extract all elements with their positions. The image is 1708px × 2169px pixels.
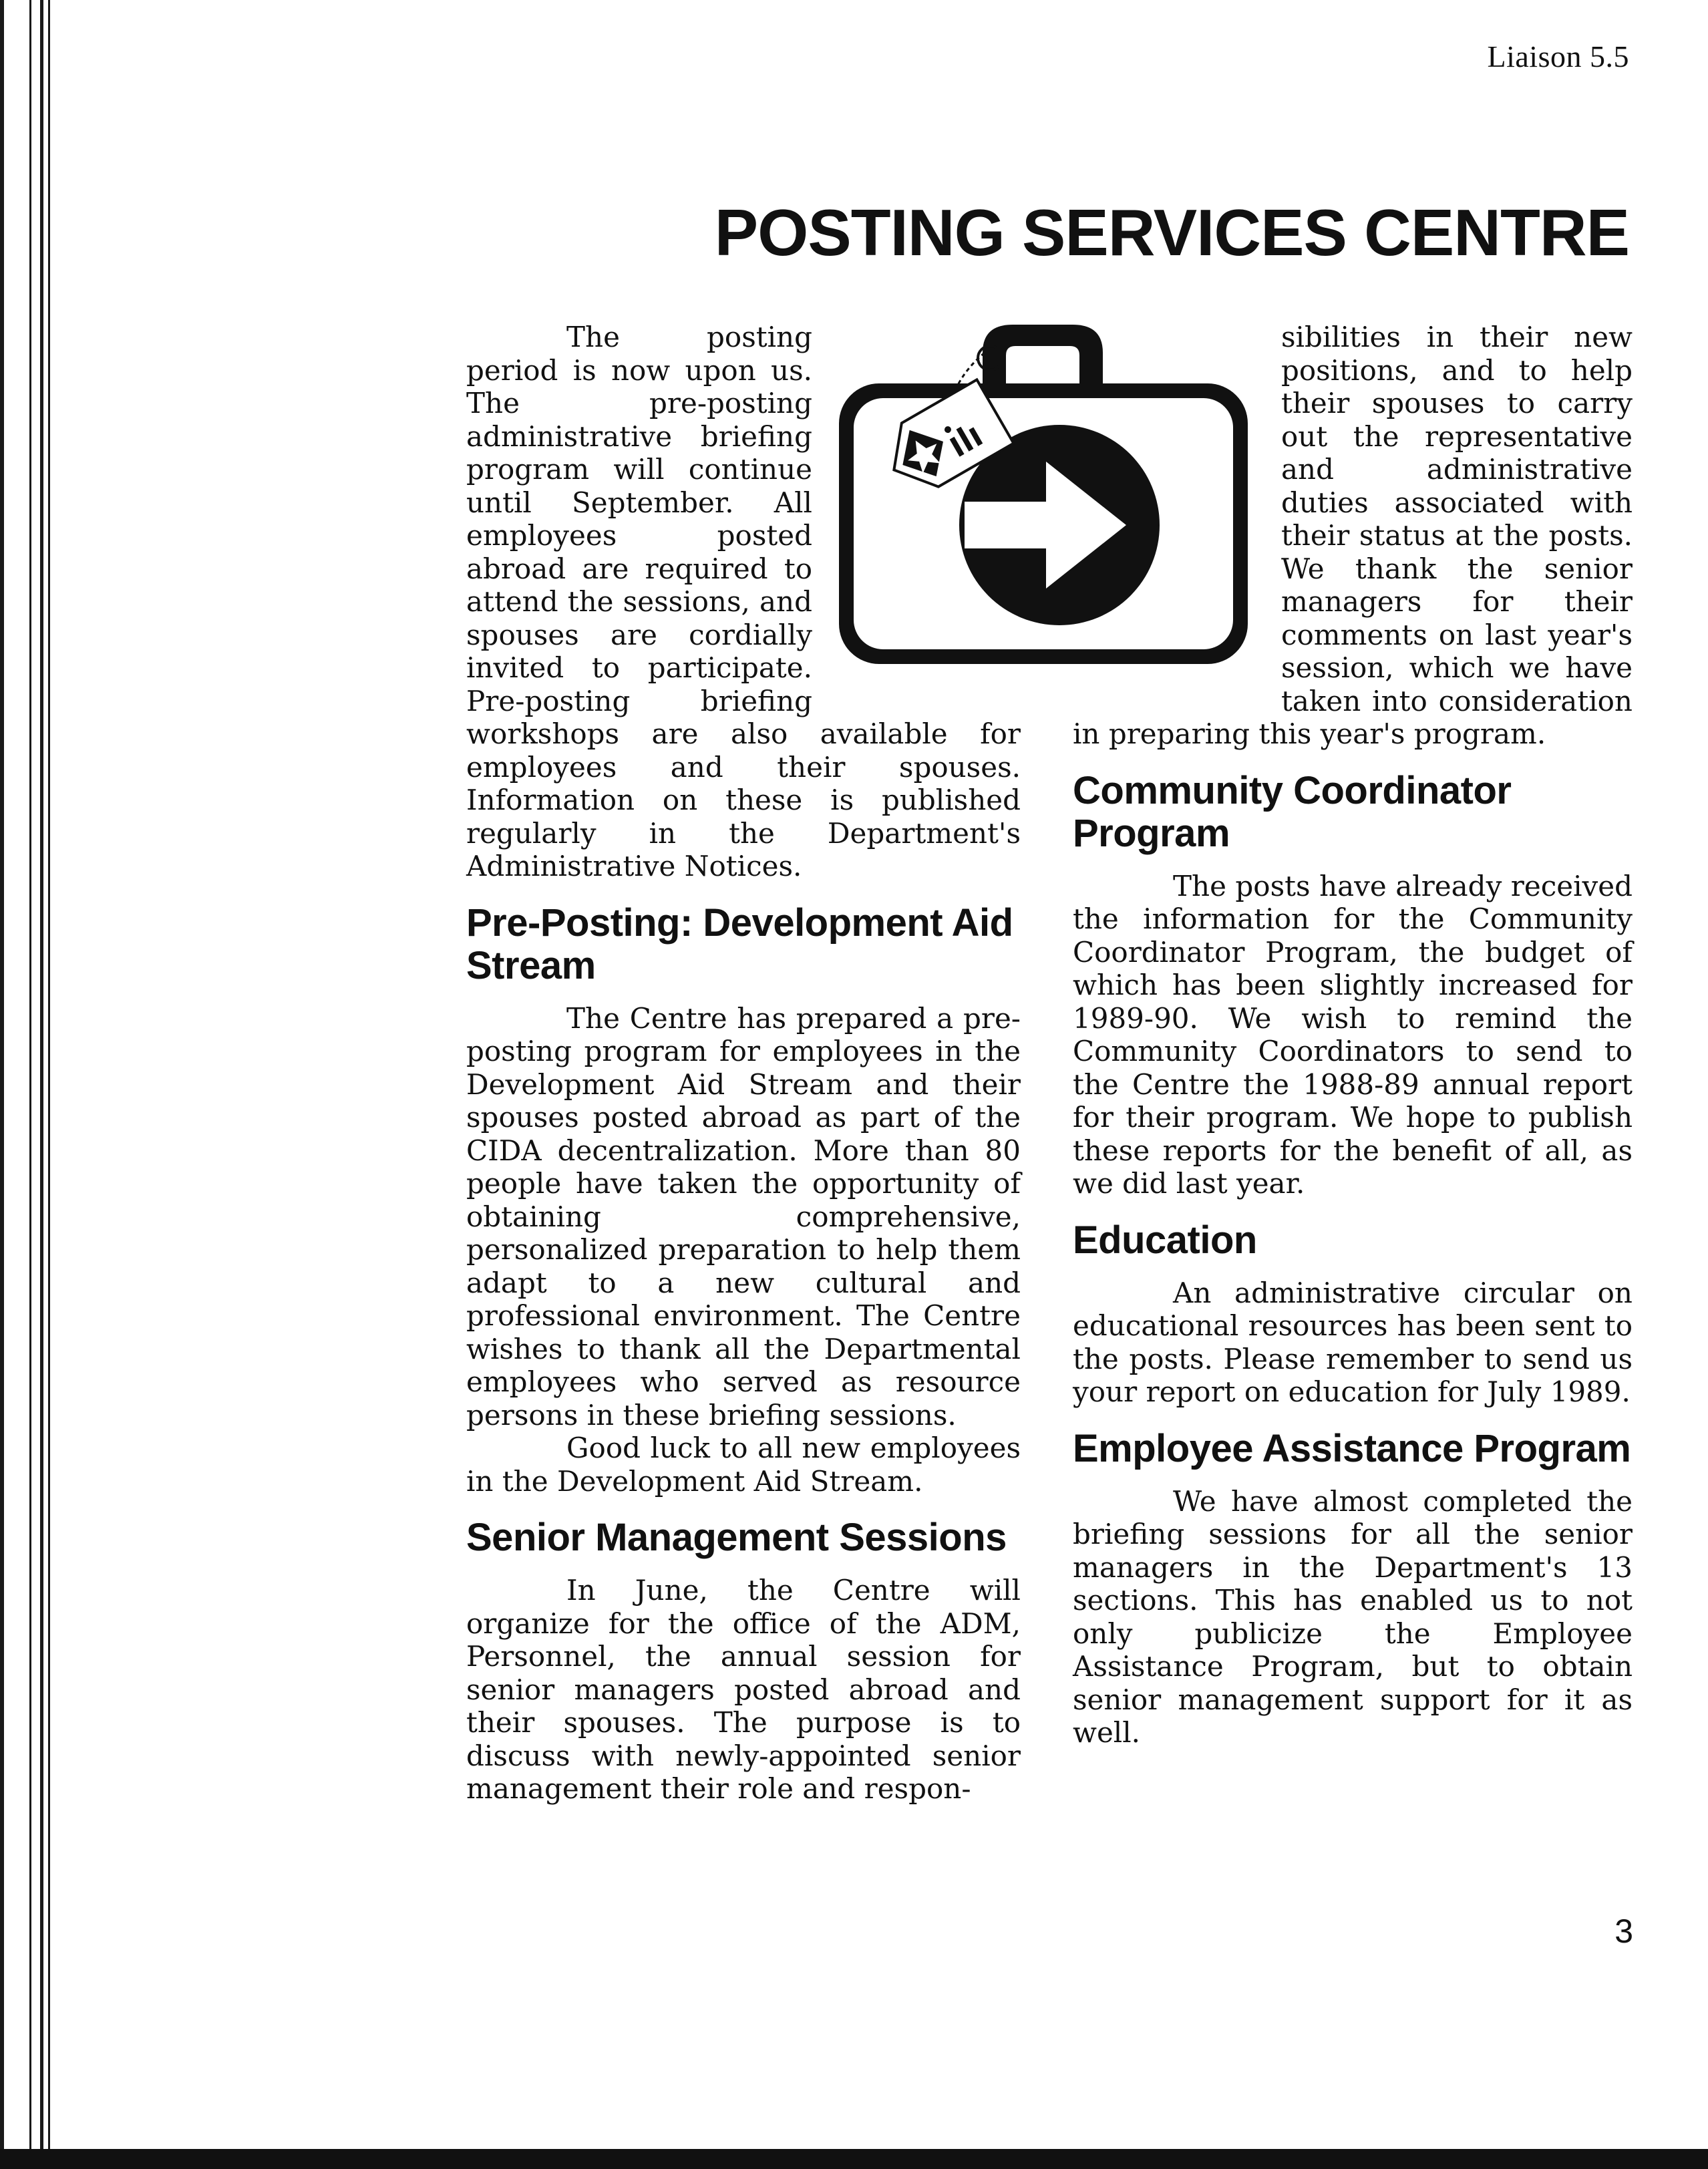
section-paragraph: An administrative circular on educational resources has been sent to the posts. Please remember to send us your report on education for July 1989.	[1073, 1276, 1633, 1408]
right-column	[1073, 321, 1633, 1749]
section-heading-community-coordinator: Community Coordinator Program	[1073, 768, 1512, 855]
section-paragraph: In June, the Centre will organize for the office of the ADM, Personnel, the annual session for senior managers posted abroad and their spouses. The purpose is to discuss with newly-appointed senior management their role and respon-	[466, 1574, 1021, 1805]
section-heading-employee-assistance: Employee Assistance Program	[1073, 1426, 1631, 1470]
section-paragraph: The posts have already received the information for the Community Coordinator Program, the budget of which has been slightly increased for 1989-90. We wish to remind the Community Coordinators to send to the Centre the 1988-89 annual report for their program. We hope to publish these reports for the benefit of all, as we did last year.	[1073, 869, 1633, 1200]
illustration-wrap-space	[812, 321, 1021, 687]
section-heading-development-aid: Pre-Posting: Development Aid Stream	[466, 900, 1013, 987]
binding-edge	[48, 0, 50, 2169]
scan-bottom-edge	[0, 2149, 1708, 2169]
running-head: Liaison 5.5	[1487, 39, 1629, 73]
continuation-paragraph: sibilities in their new positions, and to help their spouses to carry out the representative and administrative duties associated with their status at the posts. We thank the senior managers for their comments on last year's session, which we have taken into consideration in preparing this year's program.	[1073, 321, 1633, 750]
left-column	[466, 321, 1021, 1806]
binding-edge	[29, 0, 31, 2169]
section-heading-senior-management: Senior Management Sessions	[466, 1516, 1007, 1559]
illustration-wrap-space	[1073, 321, 1281, 687]
binding-edge	[0, 0, 4, 2169]
intro-paragraph: The posting period is now upon us. The pre-posting administrative briefing program will continue until September. All employees posted abroad are required to attend the sessions, and spouses are cordially invited to participate. Pre-posting briefing workshops are also available for employees and their spouses. Information on these is published regularly in the Department's Administrative Notices.	[466, 321, 1021, 882]
page-number: 3	[1614, 1912, 1633, 1950]
binding-edge	[40, 0, 43, 2169]
page-title: POSTING SERVICES CENTRE	[714, 196, 1629, 269]
section-paragraph: Good luck to all new employees in the Development Aid Stream.	[466, 1432, 1021, 1498]
section-paragraph: The Centre has prepared a pre-posting program for employees in the Development Aid Stream and their spouses posted abroad as part of the CIDA decentralization. More than 80 people have taken the opportunity of obtaining comprehensive, personalized preparation to help them adapt to a new cultural and professional environment. The Centre wishes to thank all the Departmental employees who served as resource persons in these briefing sessions.	[466, 1001, 1021, 1432]
section-paragraph: We have almost completed the briefing sessions for all the senior managers in the Department's 13 sections. This has enabled us to not only publicize the Employee Assistance Program, but to obtain senior management support for it as well.	[1073, 1484, 1633, 1749]
section-heading-education: Education	[1073, 1218, 1257, 1262]
